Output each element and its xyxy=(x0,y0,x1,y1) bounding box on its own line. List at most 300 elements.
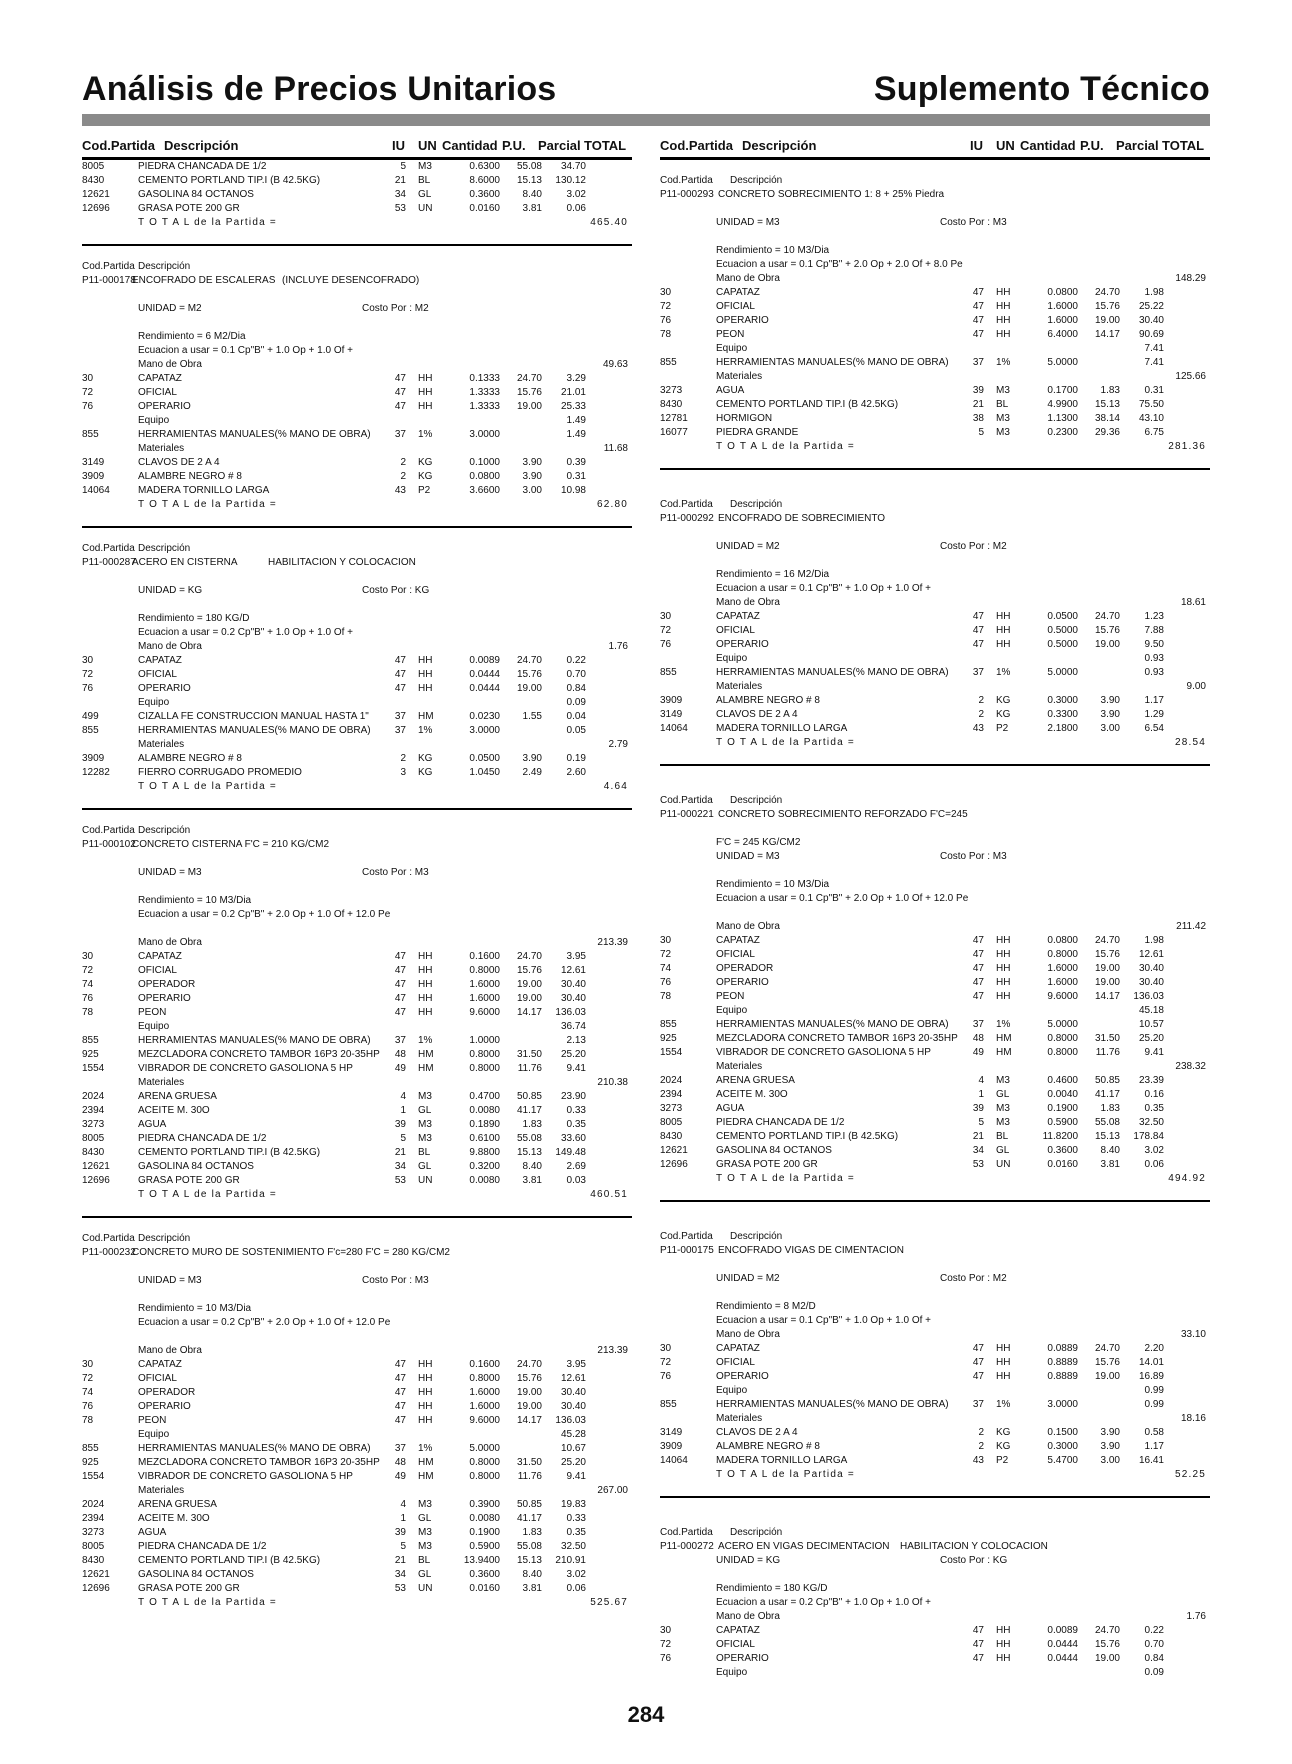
row-unit-price: 15.76 xyxy=(1094,1639,1120,1650)
row-quantity: 0.0800 xyxy=(1047,935,1078,946)
row-code: 76 xyxy=(82,1401,94,1412)
table-row xyxy=(660,1526,1210,1540)
row-code: 855 xyxy=(82,429,99,440)
row-partial: 0.70 xyxy=(566,669,586,680)
row-partial: 23.90 xyxy=(560,1091,586,1102)
row-partial: 21.01 xyxy=(560,387,586,398)
table-row xyxy=(660,1314,1210,1328)
row-quantity: 1.6000 xyxy=(469,1401,500,1412)
row-code: 74 xyxy=(82,1387,94,1398)
table-row xyxy=(82,556,632,570)
row-iu: 47 xyxy=(972,1357,984,1368)
row-quantity: 0.1500 xyxy=(1047,1427,1078,1438)
row-code: 925 xyxy=(82,1457,99,1468)
row-partial: 2.13 xyxy=(566,1035,586,1046)
row-quantity: 0.0500 xyxy=(469,753,500,764)
row-code: 76 xyxy=(82,993,94,1004)
row-total: 4.64 xyxy=(603,781,628,792)
row-quantity: 3.0000 xyxy=(469,725,500,736)
row-iu: 53 xyxy=(394,203,406,214)
row-iu: 43 xyxy=(972,723,984,734)
row-unit-price: 41.17 xyxy=(1094,1089,1120,1100)
row-code: Cod.Partida xyxy=(660,499,713,510)
row-iu: 5 xyxy=(400,1133,406,1144)
row-description: AGUA xyxy=(138,1527,167,1538)
row-code: 72 xyxy=(660,1639,672,1650)
row-quantity: 1.3333 xyxy=(469,387,500,398)
row-partial: 30.40 xyxy=(560,1401,586,1412)
col-head-iu: IU xyxy=(392,138,405,153)
row-iu: 47 xyxy=(972,625,984,636)
section-title: Suplemento Técnico xyxy=(873,70,1210,108)
table-row xyxy=(82,202,632,216)
row-unit: M3 xyxy=(418,1133,432,1144)
row-unit-price: 19.00 xyxy=(1094,1653,1120,1664)
table-row xyxy=(82,824,632,838)
row-quantity: 5.0000 xyxy=(1047,357,1078,368)
table-row xyxy=(82,1006,632,1020)
table-row xyxy=(660,736,1210,750)
row-code: 74 xyxy=(660,963,672,974)
table-row xyxy=(82,1358,632,1372)
row-unit: KG xyxy=(996,1441,1011,1452)
row-unit-price: 3.90 xyxy=(1100,695,1120,706)
row-quantity: 11.8200 xyxy=(1042,1131,1078,1142)
row-description: HERRAMIENTAS MANUALES(% MANO DE OBRA) xyxy=(138,429,371,440)
table-row xyxy=(660,426,1210,440)
row-description: Descripción xyxy=(730,1231,783,1242)
row-iu: 37 xyxy=(972,1019,984,1030)
row-quantity: 0.1333 xyxy=(469,373,500,384)
row-quantity: 1.1300 xyxy=(1047,413,1078,424)
row-description: CAPATAZ xyxy=(138,951,182,962)
row-unit: HH xyxy=(996,287,1011,298)
row-total: 9.00 xyxy=(1186,681,1206,692)
table-row xyxy=(660,1130,1210,1144)
row-description: UNIDAD = KG xyxy=(716,1555,781,1566)
row-total: 525.67 xyxy=(590,1597,628,1608)
spacer xyxy=(660,160,1210,174)
row-description: Rendimiento = 180 KG/D xyxy=(138,613,250,624)
table-row xyxy=(82,992,632,1006)
table-row xyxy=(82,1484,632,1498)
row-description: HERRAMIENTAS MANUALES(% MANO DE OBRA) xyxy=(138,1443,371,1454)
table-row xyxy=(660,666,1210,680)
row-unit: M3 xyxy=(418,1091,432,1102)
row-unit: BL xyxy=(996,1131,1009,1142)
table-row xyxy=(660,1046,1210,1060)
row-unit-price: 3.90 xyxy=(522,753,542,764)
row-quantity: 0.0160 xyxy=(469,203,500,214)
row-unit: HH xyxy=(418,669,433,680)
row-unit: HM xyxy=(418,1471,434,1482)
row-unit: UN xyxy=(996,1159,1011,1170)
row-unit: GL xyxy=(996,1145,1010,1156)
table-row xyxy=(82,1090,632,1104)
row-partial: 3.02 xyxy=(566,1569,586,1580)
table-row xyxy=(82,1132,632,1146)
table-row xyxy=(660,1412,1210,1426)
row-unit: BL xyxy=(996,399,1009,410)
row-description: CAPATAZ xyxy=(716,935,760,946)
row-partial: 7.88 xyxy=(1144,625,1164,636)
row-unit-price: 31.50 xyxy=(1094,1033,1120,1044)
row-description: HERRAMIENTAS MANUALES(% MANO DE OBRA) xyxy=(716,357,949,368)
row-quantity: 1.6000 xyxy=(1047,963,1078,974)
table-row xyxy=(660,610,1210,624)
row-code: 78 xyxy=(82,1007,94,1018)
row-unit-price: 50.85 xyxy=(1094,1075,1120,1086)
table-row xyxy=(660,794,1210,808)
row-description: MADERA TORNILLO LARGA xyxy=(716,1455,848,1466)
table-row xyxy=(660,1088,1210,1102)
row-code: 30 xyxy=(660,611,672,622)
table-row xyxy=(82,216,632,230)
row-unit-price: 55.08 xyxy=(516,1541,542,1552)
table-row xyxy=(660,694,1210,708)
row-iu: 3 xyxy=(400,767,406,778)
row-unit-price: 24.70 xyxy=(516,1359,542,1370)
row-description: Materiales xyxy=(716,1061,763,1072)
row-description: HERRAMIENTAS MANUALES(% MANO DE OBRA) xyxy=(716,1399,949,1410)
row-code: 30 xyxy=(82,655,94,666)
row-unit-price: 19.00 xyxy=(516,979,542,990)
row-unit-price: 24.70 xyxy=(516,373,542,384)
table-row xyxy=(82,1076,632,1090)
row-quantity: 3.0000 xyxy=(1047,1399,1078,1410)
row-description: GASOLINA 84 OCTANOS xyxy=(138,189,254,200)
row-code: 3909 xyxy=(660,1441,683,1452)
row-iu: 49 xyxy=(972,1047,984,1058)
table-row xyxy=(82,752,632,766)
row-iu: 37 xyxy=(972,1399,984,1410)
row-iu: 37 xyxy=(394,1035,406,1046)
row-code: Cod.Partida xyxy=(660,1231,713,1242)
row-unit-price: 29.36 xyxy=(1094,427,1120,438)
row-unit-price: 24.70 xyxy=(516,951,542,962)
col-head-total: TOTAL xyxy=(584,138,627,153)
table-row xyxy=(660,1074,1210,1088)
row-unit: HM xyxy=(418,1049,434,1060)
row-code: 76 xyxy=(660,315,672,326)
row-iu: 37 xyxy=(972,667,984,678)
row-description: Mano de Obra xyxy=(138,641,202,652)
row-code: 2394 xyxy=(82,1513,105,1524)
table-row xyxy=(82,1512,632,1526)
row-unit: HH xyxy=(996,639,1011,650)
row-unit-price: 11.76 xyxy=(1095,1047,1120,1058)
row-code: P11-000178 xyxy=(82,275,136,286)
row-unit: HH xyxy=(996,949,1011,960)
row-description: OFICIAL xyxy=(138,965,177,976)
table-row xyxy=(660,680,1210,694)
row-partial: 32.50 xyxy=(560,1541,586,1552)
row-partial: 16.89 xyxy=(1138,1371,1164,1382)
table-row xyxy=(82,498,632,512)
row-description: T O T A L de la Partida = xyxy=(716,1469,855,1480)
row-description: OPERARIO xyxy=(138,683,191,694)
row-partial: 0.03 xyxy=(566,1175,586,1186)
row-code: Cod.Partida xyxy=(660,175,713,186)
row-iu: 5 xyxy=(978,1117,984,1128)
table-row xyxy=(82,1442,632,1456)
row-code: 499 xyxy=(82,711,99,722)
row-unit: KG xyxy=(418,767,433,778)
table-row xyxy=(82,1174,632,1188)
row-iu: 39 xyxy=(394,1527,406,1538)
table-row xyxy=(660,1582,1210,1596)
row-unit-price: 24.70 xyxy=(1094,1343,1120,1354)
row-code: 2024 xyxy=(82,1091,105,1102)
row-unit: GL xyxy=(418,189,432,200)
row-description: CONCRETO SOBRECIMIENTO REFORZADO F'C=245 xyxy=(718,809,968,820)
row-unit-price: 19.00 xyxy=(516,683,542,694)
row-quantity: 0.0089 xyxy=(469,655,500,666)
row-unit: BL xyxy=(418,1147,431,1158)
row-description: Equipo xyxy=(138,1429,170,1440)
row-description: PEON xyxy=(138,1007,167,1018)
spacer xyxy=(660,780,1210,794)
row-iu: 47 xyxy=(972,1639,984,1650)
row-unit-price: 11.76 xyxy=(517,1471,542,1482)
row-partial: 43.10 xyxy=(1138,413,1164,424)
row-unit: BL xyxy=(418,175,431,186)
table-row xyxy=(660,1666,1210,1680)
row-partial: 6.75 xyxy=(1144,427,1164,438)
table-row xyxy=(82,1160,632,1174)
row-description: UNIDAD = M3 xyxy=(716,851,780,862)
row-code: 8430 xyxy=(660,399,683,410)
row-iu: 47 xyxy=(394,1415,406,1426)
table-row xyxy=(82,738,632,752)
row-partial: 30.40 xyxy=(560,1387,586,1398)
row-costo: Costo Por : M3 xyxy=(362,1275,429,1286)
row-code: 12696 xyxy=(660,1159,688,1170)
table-row xyxy=(660,356,1210,370)
row-total: 211.42 xyxy=(1176,921,1206,932)
row-quantity: 0.1700 xyxy=(1047,385,1078,396)
row-description: UNIDAD = M3 xyxy=(138,867,202,878)
row-code: 72 xyxy=(82,965,94,976)
table-row xyxy=(660,314,1210,328)
row-quantity: 0.8000 xyxy=(1047,1033,1078,1044)
row-partial: 10.98 xyxy=(560,485,586,496)
row-iu: 43 xyxy=(972,1455,984,1466)
row-partial: 30.40 xyxy=(1138,977,1164,988)
row-description: Equipo xyxy=(716,343,748,354)
row-code: 2394 xyxy=(660,1089,683,1100)
table-row xyxy=(82,330,632,344)
row-code: 3909 xyxy=(660,695,683,706)
row-iu: 1 xyxy=(400,1513,406,1524)
table-row xyxy=(82,188,632,202)
row-partial: 25.33 xyxy=(560,401,586,412)
row-partial: 0.99 xyxy=(1144,1399,1164,1410)
row-partial: 0.58 xyxy=(1144,1427,1164,1438)
row-code: 76 xyxy=(660,1371,672,1382)
row-partial: 32.50 xyxy=(1138,1117,1164,1128)
row-quantity: 0.3000 xyxy=(1047,1441,1078,1452)
row-description: ALAMBRE NEGRO # 8 xyxy=(138,471,242,482)
right-column xyxy=(660,138,1210,1680)
row-code: 2024 xyxy=(82,1499,105,1510)
row-unit: M3 xyxy=(996,1103,1010,1114)
row-code: 855 xyxy=(82,725,99,736)
row-partial: 0.16 xyxy=(1144,1089,1164,1100)
row-quantity: 0.0089 xyxy=(1047,1625,1078,1636)
table-row xyxy=(660,962,1210,976)
row-code: 855 xyxy=(82,1035,99,1046)
row-partial: 0.70 xyxy=(1144,1639,1164,1650)
row-total: 1.76 xyxy=(608,641,628,652)
row-quantity: 0.3600 xyxy=(469,1569,500,1580)
row-code: 14064 xyxy=(660,723,688,734)
row-quantity: 0.3900 xyxy=(469,1499,500,1510)
row-partial: 34.70 xyxy=(560,161,586,172)
table-row xyxy=(660,1638,1210,1652)
row-iu: 47 xyxy=(394,1401,406,1412)
row-iu: 47 xyxy=(394,683,406,694)
row-description: FIERRO CORRUGADO PROMEDIO xyxy=(138,767,302,778)
row-quantity: 1.6000 xyxy=(469,1387,500,1398)
row-description: GASOLINA 84 OCTANOS xyxy=(138,1161,254,1172)
row-partial: 0.33 xyxy=(566,1513,586,1524)
row-description: Mano de Obra xyxy=(716,273,780,284)
row-description: GRASA POTE 200 GR xyxy=(138,203,240,214)
row-quantity: 1.0000 xyxy=(469,1035,500,1046)
row-code: 30 xyxy=(660,287,672,298)
row-unit: HH xyxy=(996,963,1011,974)
table-row xyxy=(660,1230,1210,1244)
row-partial: 2.20 xyxy=(1144,1343,1164,1354)
row-code: 3149 xyxy=(82,457,105,468)
table-row xyxy=(660,1102,1210,1116)
row-code: 12621 xyxy=(660,1145,688,1156)
row-iu: 34 xyxy=(394,1161,406,1172)
row-unit: HH xyxy=(418,1373,433,1384)
col-head-cant: Cantidad xyxy=(442,138,498,153)
table-row xyxy=(660,216,1210,230)
row-quantity: 0.3600 xyxy=(1047,1145,1078,1156)
row-unit: HH xyxy=(996,301,1011,312)
table-row xyxy=(660,1610,1210,1624)
row-description: T O T A L de la Partida = xyxy=(138,781,277,792)
row-quantity: 3.0000 xyxy=(469,429,500,440)
row-unit-price: 1.83 xyxy=(1100,1103,1120,1114)
table-row xyxy=(82,274,632,288)
row-code: 3909 xyxy=(82,471,105,482)
row-description: CEMENTO PORTLAND TIP.I (B 42.5KG) xyxy=(138,175,321,186)
table-row xyxy=(660,1244,1210,1258)
row-description: CONCRETO CISTERNA F'C = 210 KG/CM2 xyxy=(132,839,330,850)
row-unit: HH xyxy=(996,1343,1011,1354)
row-code: 8005 xyxy=(660,1117,683,1128)
row-description: UNIDAD = M2 xyxy=(138,303,202,314)
row-partial: 12.61 xyxy=(560,965,586,976)
col-head-desc: Descripción xyxy=(742,138,817,153)
row-total: 52.25 xyxy=(1174,1469,1206,1480)
row-quantity: 0.1000 xyxy=(469,457,500,468)
row-unit: HH xyxy=(418,951,433,962)
row-quantity: 0.0160 xyxy=(1047,1159,1078,1170)
row-iu: 37 xyxy=(972,357,984,368)
col-head-total: TOTAL xyxy=(1162,138,1205,153)
row-quantity: 0.0080 xyxy=(469,1175,500,1186)
table-row xyxy=(82,936,632,950)
row-code: 3273 xyxy=(82,1527,105,1538)
row-unit: KG xyxy=(996,709,1011,720)
row-description: Equipo xyxy=(716,1005,748,1016)
row-iu: 47 xyxy=(394,951,406,962)
row-unit-price: 31.50 xyxy=(516,1457,542,1468)
row-unit: HH xyxy=(418,965,433,976)
row-partial: 25.20 xyxy=(1138,1033,1164,1044)
row-iu: 48 xyxy=(972,1033,984,1044)
row-description: VIBRADOR DE CONCRETO GASOLIONA 5 HP xyxy=(716,1047,931,1058)
table-row xyxy=(82,724,632,738)
row-partial: 0.22 xyxy=(566,655,586,666)
table-row xyxy=(660,1158,1210,1172)
row-extra: HABILITACION Y COLOCACION xyxy=(268,557,416,568)
row-partial: 1.98 xyxy=(1144,287,1164,298)
row-code: 78 xyxy=(82,1415,94,1426)
row-quantity: 0.0080 xyxy=(469,1105,500,1116)
row-description: Ecuacion a usar = 0.1 Cp"B" + 1.0 Op + 1.0 Of + xyxy=(716,583,932,594)
row-code: 14064 xyxy=(660,1455,688,1466)
row-partial: 45.18 xyxy=(1138,1005,1164,1016)
row-unit: HH xyxy=(418,979,433,990)
row-unit-price: 24.70 xyxy=(1094,611,1120,622)
row-quantity: 0.0889 xyxy=(1047,1343,1078,1354)
table-row xyxy=(82,1104,632,1118)
row-description: ACEITE M. 30O xyxy=(138,1105,210,1116)
row-quantity: 2.1800 xyxy=(1047,723,1078,734)
row-description: VIBRADOR DE CONCRETO GASOLIONA 5 HP xyxy=(138,1471,353,1482)
row-unit: 1% xyxy=(996,667,1011,678)
row-code: 12621 xyxy=(82,189,110,200)
row-iu: 47 xyxy=(972,287,984,298)
row-iu: 47 xyxy=(972,329,984,340)
row-quantity: 0.0230 xyxy=(469,711,500,722)
table-row xyxy=(660,384,1210,398)
row-unit: KG xyxy=(418,471,433,482)
col-head-un: UN xyxy=(996,138,1015,153)
row-code: 3273 xyxy=(660,1103,683,1114)
row-description: Ecuacion a usar = 0.2 Cp"B" + 1.0 Op + 1.0 Of + xyxy=(138,627,354,638)
row-iu: 47 xyxy=(972,1343,984,1354)
row-description: ARENA GRUESA xyxy=(138,1499,217,1510)
row-iu: 47 xyxy=(394,373,406,384)
row-code: 30 xyxy=(660,1343,672,1354)
row-description: ACERO EN VIGAS DECIMENTACION xyxy=(718,1541,890,1552)
row-quantity: 8.6000 xyxy=(469,175,500,186)
row-unit: GL xyxy=(418,1161,432,1172)
row-code: 30 xyxy=(82,951,94,962)
section-divider xyxy=(82,526,632,528)
spacer xyxy=(82,1330,632,1344)
row-total: 33.10 xyxy=(1180,1329,1206,1340)
row-description: Rendimiento = 8 M2/D xyxy=(716,1301,816,1312)
row-unit: HH xyxy=(996,1371,1011,1382)
row-iu: 39 xyxy=(394,1119,406,1130)
table-row xyxy=(82,780,632,794)
row-unit: HH xyxy=(996,977,1011,988)
row-description: ACEITE M. 30O xyxy=(138,1513,210,1524)
row-unit-price: 19.00 xyxy=(516,1401,542,1412)
row-description: PIEDRA GRANDE xyxy=(716,427,799,438)
rows-left xyxy=(82,160,632,1610)
row-unit-price: 3.90 xyxy=(522,457,542,468)
